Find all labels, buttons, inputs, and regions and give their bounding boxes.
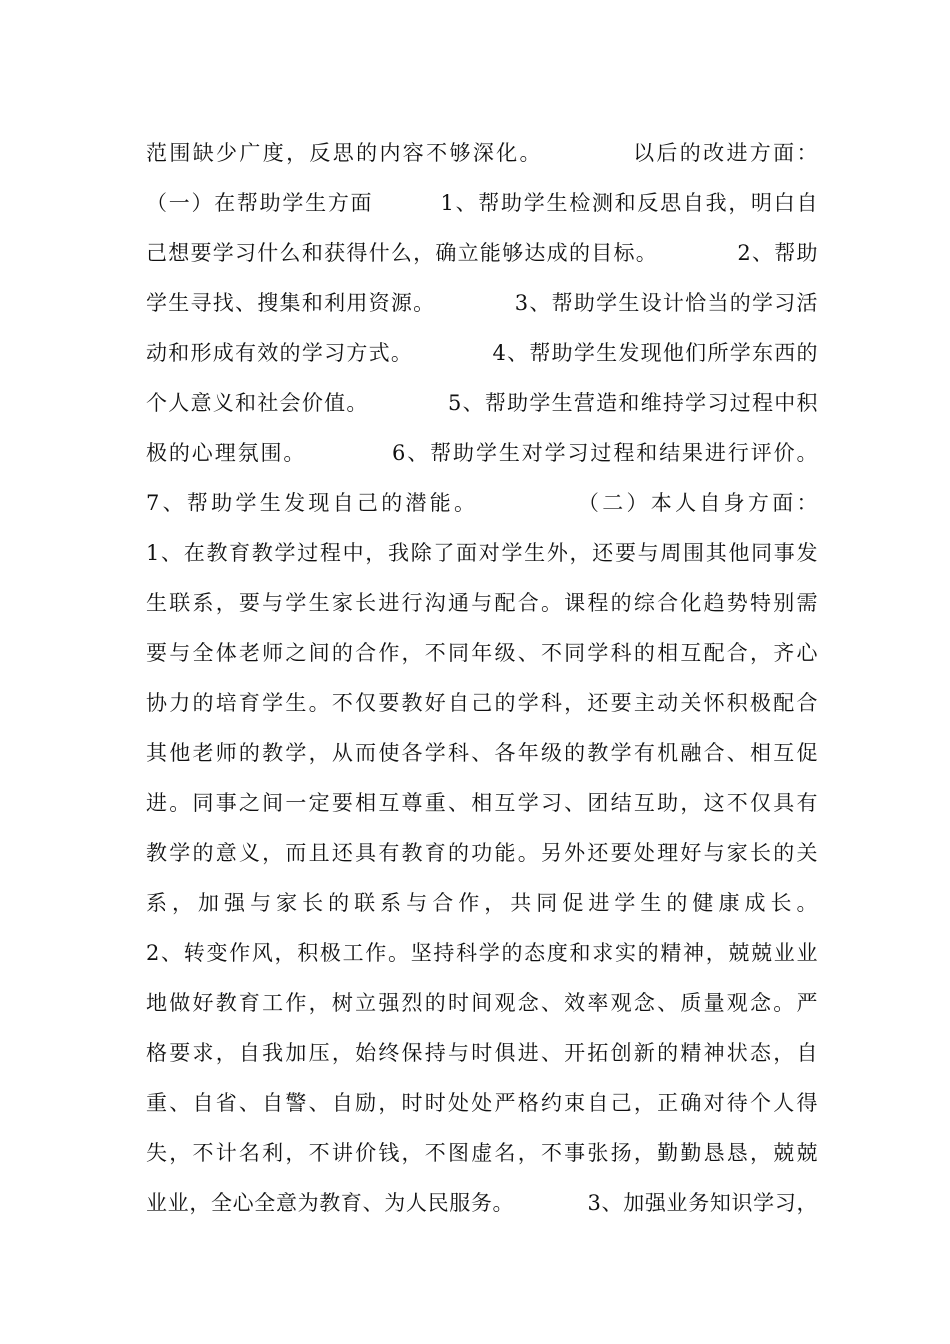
text-line: 重、自省、自警、自励，时时处处严格约束自己，正确对待个人得: [146, 1091, 818, 1115]
text-line: 个人意义和社会价值。 5、帮助学生营造和维持学习过程中积: [146, 391, 818, 415]
text-line: 7、帮助学生发现自己的潜能。 （二）本人自身方面：: [146, 491, 818, 515]
text-line: 1、在教育教学过程中，我除了面对学生外，还要与周围其他同事发: [146, 541, 818, 565]
text-line: 系，加强与家长的联系与合作，共同促进学生的健康成长。: [146, 891, 818, 915]
text-line: 格要求，自我加压，始终保持与时俱进、开拓创新的精神状态，自: [146, 1041, 818, 1065]
text-line: 2、转变作风，积极工作。坚持科学的态度和求实的精神，兢兢业业: [146, 941, 818, 965]
text-line: （一）在帮助学生方面 1、帮助学生检测和反思自我，明白自: [146, 191, 818, 215]
text-line: 要与全体老师之间的合作，不同年级、不同学科的相互配合，齐心: [146, 641, 818, 665]
text-line: 己想要学习什么和获得什么，确立能够达成的目标。 2、帮助: [146, 241, 818, 265]
text-line: 教学的意义，而且还具有教育的功能。另外还要处理好与家长的关: [146, 841, 818, 865]
text-line: 协力的培育学生。不仅要教好自己的学科，还要主动关怀积极配合: [146, 691, 818, 715]
text-line: 其他老师的教学，从而使各学科、各年级的教学有机融合、相互促: [146, 741, 818, 765]
text-line: 生联系，要与学生家长进行沟通与配合。课程的综合化趋势特别需: [146, 591, 818, 615]
text-line: 失，不计名利，不讲价钱，不图虚名，不事张扬，勤勤恳恳，兢兢: [146, 1141, 818, 1165]
text-line: 动和形成有效的学习方式。 4、帮助学生发现他们所学东西的: [146, 341, 818, 365]
text-line: 学生寻找、搜集和利用资源。 3、帮助学生设计恰当的学习活: [146, 291, 818, 315]
text-line: 业业，全心全意为教育、为人民服务。 3、加强业务知识学习，: [146, 1191, 818, 1215]
text-line: 进。同事之间一定要相互尊重、相互学习、团结互助，这不仅具有: [146, 791, 818, 815]
text-line: 地做好教育工作，树立强烈的时间观念、效率观念、质量观念。严: [146, 991, 818, 1015]
text-line: 范围缺少广度，反思的内容不够深化。 以后的改进方面：: [146, 141, 818, 165]
text-line: 极的心理氛围。 6、帮助学生对学习过程和结果进行评价。: [146, 441, 818, 465]
